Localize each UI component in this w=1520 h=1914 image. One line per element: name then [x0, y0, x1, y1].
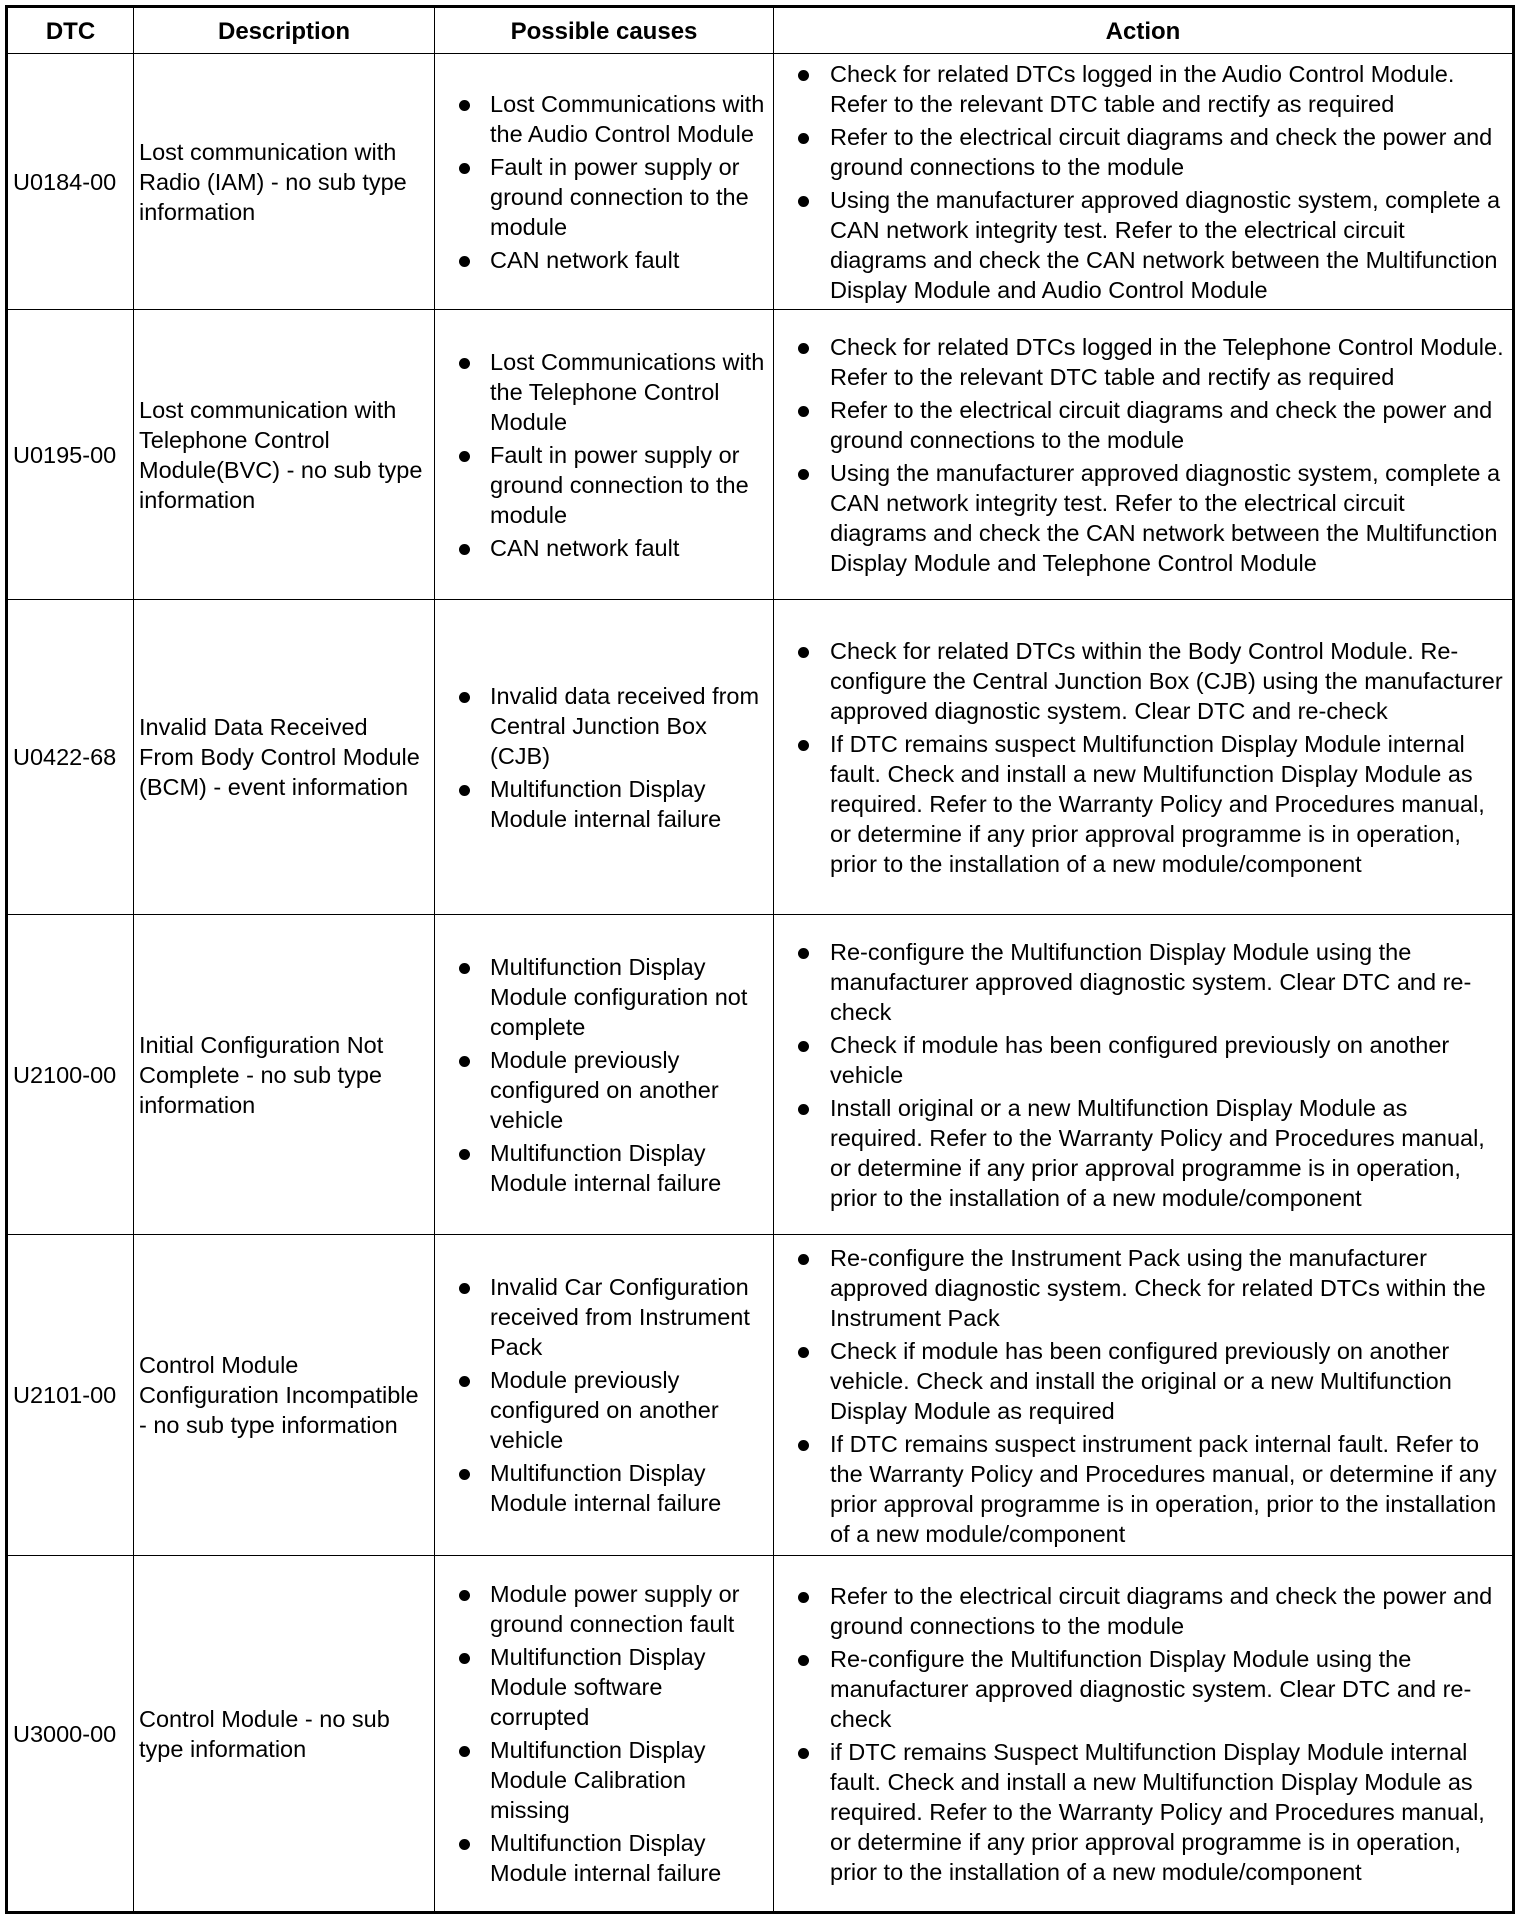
cause-item: CAN network fault: [490, 533, 767, 563]
possible-causes-list: [435, 952, 767, 1198]
action-list: [774, 59, 1506, 305]
dtc-code: U3000-00: [7, 1556, 134, 1913]
action-item: Check for related DTCs logged in the Audio Control Module. Refer to the relevant DTC table and rectify as required: [830, 59, 1506, 119]
cause-item: Multifunction Display Module internal failure: [490, 774, 767, 834]
cause-item: Module power supply or ground connection fault: [490, 1579, 767, 1639]
table-row: [7, 915, 1514, 1235]
table-body: [7, 54, 1514, 1913]
action-item: Check for related DTCs logged in the Telephone Control Module. Refer to the relevant DTC table and rectify as required: [830, 332, 1506, 392]
dtc-code: U2100-00: [7, 915, 134, 1235]
possible-causes-cell: [435, 600, 774, 915]
dtc-code: U0195-00: [7, 310, 134, 600]
action-item: Re-configure the Multifunction Display Module using the manufacturer approved diagnostic system. Clear DTC and re-check: [830, 937, 1506, 1027]
possible-causes-list: [435, 347, 767, 563]
action-list: [774, 1243, 1506, 1549]
dtc-code: U2101-00: [7, 1235, 134, 1556]
header-row: [7, 7, 1514, 54]
table-row: [7, 600, 1514, 915]
cause-item: Lost Communications with the Audio Control Module: [490, 89, 767, 149]
cause-item: Multifunction Display Module internal failure: [490, 1828, 767, 1888]
action-item: Using the manufacturer approved diagnostic system, complete a CAN network integrity test. Refer to the electrical circuit diagrams and check the CAN network between the Multifunction Display Module and Telephone Control Module: [830, 458, 1506, 578]
action-item: Using the manufacturer approved diagnostic system, complete a CAN network integrity test. Refer to the electrical circuit diagrams and check the CAN network between the Multifunction Display Module and Audio Control Module: [830, 185, 1506, 305]
possible-causes-list: [435, 681, 767, 834]
action-item: If DTC remains suspect instrument pack internal fault. Refer to the Warranty Policy and Procedures manual, or determine if any prior approval programme is in operation, prior to the installation of a new module/component: [830, 1429, 1506, 1549]
action-list: [774, 1581, 1506, 1887]
header-dtc: DTC: [7, 7, 134, 54]
dtc-description: Lost communication with Radio (IAM) - no sub type information: [134, 54, 435, 310]
action-item: Re-configure the Multifunction Display Module using the manufacturer approved diagnostic system. Clear DTC and re-check: [830, 1644, 1506, 1734]
possible-causes-list: [435, 1579, 767, 1888]
table-row: [7, 54, 1514, 310]
action-cell: [774, 54, 1514, 310]
cause-item: Lost Communications with the Telephone Control Module: [490, 347, 767, 437]
dtc-description: Control Module Configuration Incompatible - no sub type information: [134, 1235, 435, 1556]
dtc-description: Initial Configuration Not Complete - no sub type information: [134, 915, 435, 1235]
action-item: Refer to the electrical circuit diagrams and check the power and ground connections to the module: [830, 1581, 1506, 1641]
action-list: [774, 937, 1506, 1213]
cause-item: Multifunction Display Module software corrupted: [490, 1642, 767, 1732]
cause-item: Invalid data received from Central Junction Box (CJB): [490, 681, 767, 771]
cause-item: Module previously configured on another vehicle: [490, 1045, 767, 1135]
header-action: Action: [774, 7, 1514, 54]
table-row: [7, 1556, 1514, 1913]
dtc-description: Control Module - no sub type information: [134, 1556, 435, 1913]
header-description: Description: [134, 7, 435, 54]
dtc-description: Invalid Data Received From Body Control Module (BCM) - event information: [134, 600, 435, 915]
dtc-code: U0184-00: [7, 54, 134, 310]
action-cell: [774, 915, 1514, 1235]
possible-causes-cell: [435, 54, 774, 310]
possible-causes-list: [435, 1272, 767, 1518]
action-cell: [774, 600, 1514, 915]
table-row: [7, 1235, 1514, 1556]
action-cell: [774, 1556, 1514, 1913]
cause-item: Multifunction Display Module internal failure: [490, 1458, 767, 1518]
action-item: Check if module has been configured previously on another vehicle. Check and install the original or a new Multifunction Display Module as required: [830, 1336, 1506, 1426]
table-row: [7, 310, 1514, 600]
action-item: if DTC remains Suspect Multifunction Display Module internal fault. Check and install a new Multifunction Display Module as required. Refer to the Warranty Policy and Procedures manual, or determine if any prior approval programme is in operation, prior to the installation of a new module/component: [830, 1737, 1506, 1887]
cause-item: CAN network fault: [490, 245, 767, 275]
cause-item: Multifunction Display Module configuration not complete: [490, 952, 767, 1042]
header-possible-causes: Possible causes: [435, 7, 774, 54]
action-list: [774, 332, 1506, 578]
cause-item: Fault in power supply or ground connection to the module: [490, 440, 767, 530]
cause-item: Module previously configured on another vehicle: [490, 1365, 767, 1455]
cause-item: Invalid Car Configuration received from Instrument Pack: [490, 1272, 767, 1362]
action-cell: [774, 1235, 1514, 1556]
dtc-table: [5, 5, 1515, 1914]
action-item: Refer to the electrical circuit diagrams and check the power and ground connections to the module: [830, 395, 1506, 455]
possible-causes-cell: [435, 1556, 774, 1913]
possible-causes-cell: [435, 915, 774, 1235]
action-item: Re-configure the Instrument Pack using the manufacturer approved diagnostic system. Check for related DTCs within the Instrument Pack: [830, 1243, 1506, 1333]
possible-causes-cell: [435, 1235, 774, 1556]
dtc-description: Lost communication with Telephone Control Module(BVC) - no sub type information: [134, 310, 435, 600]
action-item: Refer to the electrical circuit diagrams and check the power and ground connections to the module: [830, 122, 1506, 182]
action-cell: [774, 310, 1514, 600]
cause-item: Multifunction Display Module internal failure: [490, 1138, 767, 1198]
possible-causes-list: [435, 89, 767, 275]
cause-item: Fault in power supply or ground connection to the module: [490, 152, 767, 242]
action-item: If DTC remains suspect Multifunction Display Module internal fault. Check and install a new Multifunction Display Module as required. Refer to the Warranty Policy and Procedures manual, or determine if any prior approval programme is in operation, prior to the installation of a new module/component: [830, 729, 1506, 879]
possible-causes-cell: [435, 310, 774, 600]
action-item: Install original or a new Multifunction Display Module as required. Refer to the Warranty Policy and Procedures manual, or determine if any prior approval programme is in operation, prior to the installation of a new module/component: [830, 1093, 1506, 1213]
dtc-code: U0422-68: [7, 600, 134, 915]
action-list: [774, 636, 1506, 879]
cause-item: Multifunction Display Module Calibration missing: [490, 1735, 767, 1825]
action-item: Check for related DTCs within the Body Control Module. Re-configure the Central Junction Box (CJB) using the manufacturer approved diagnostic system. Clear DTC and re-check: [830, 636, 1506, 726]
action-item: Check if module has been configured previously on another vehicle: [830, 1030, 1506, 1090]
